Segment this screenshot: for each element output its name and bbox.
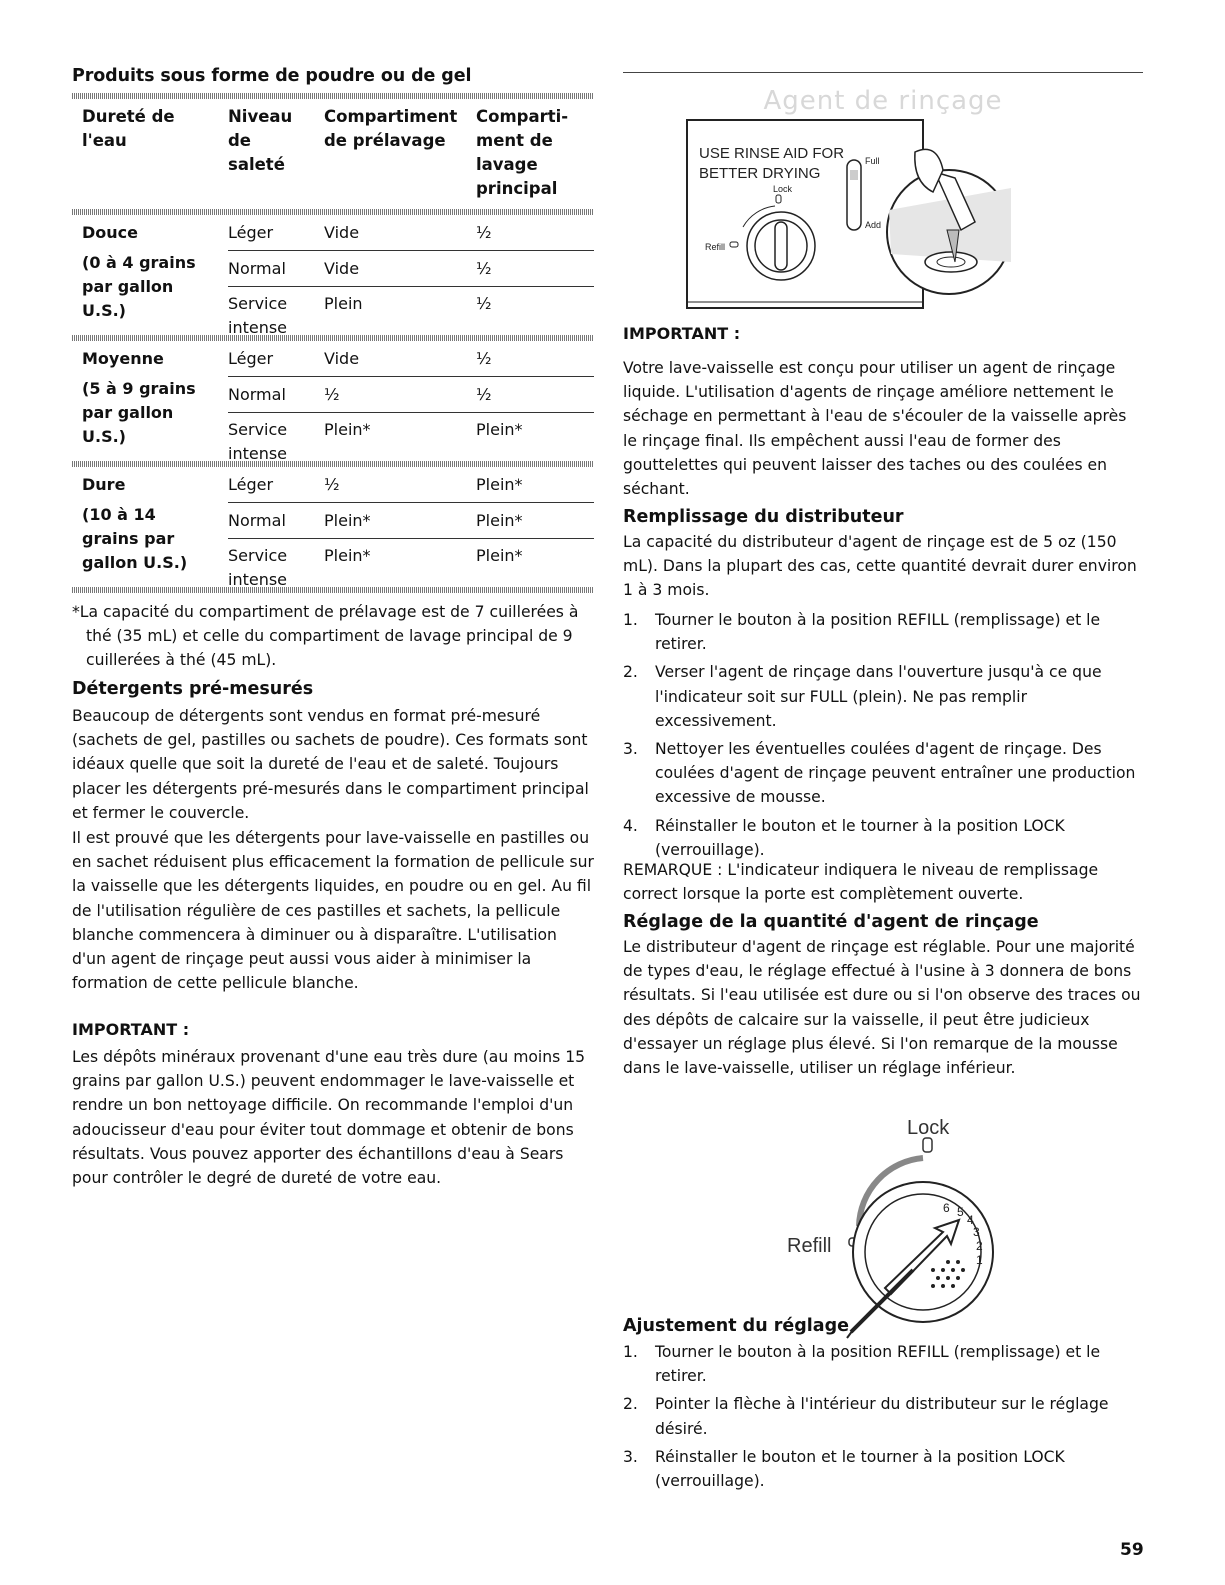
section-title: Agent de rinçage	[763, 86, 1003, 116]
rinse-aid-dispenser-illustration	[685, 112, 1011, 312]
group-label: Moyenne	[82, 349, 164, 368]
fill-dispenser-title: Remplissage du distributeur	[623, 507, 904, 527]
group-range: (0 à 4 grains par gallon U.S.)	[82, 253, 196, 320]
list-item: 1. Tourner le bouton à la position REFILL (remplissage) et le retirer.	[623, 1343, 1101, 1386]
scale-tick-1: 1	[976, 1253, 983, 1267]
important-text-right: Votre lave-vaisselle est conçu pour utiliser un agent de rinçage liquide. L'utilisation d'agents de rinçage améliore nettement le séchage en permettant à l'eau de s'écouler de la vaisselle après le rinçage final. Ils empêchent aussi l'eau de former des gouttelettes qui peuvent laisser des taches ou des coulées en séchant.	[623, 359, 1127, 499]
list-item: 4. Réinstaller le bouton et le tourner à la position LOCK (verrouillage).	[623, 816, 1065, 859]
header-prewash: Compartiment de prélavage	[324, 107, 458, 150]
list-item: 3. Nettoyer les éventuelles coulées d'agent de rinçage. Des coulées d'agent de rinçage peuvent entraîner une production excessive de mousse.	[623, 740, 1136, 807]
illus-label-line1: USE RINSE AID FOR	[699, 145, 845, 162]
header-soil-level: Niveau de saleté	[228, 107, 293, 174]
table-row: Service intense Plein* Plein*	[228, 420, 523, 463]
list-item: 1. Tourner le bouton à la position REFILL (remplissage) et le retirer.	[623, 611, 1101, 654]
illus-full-label: Full	[865, 156, 880, 166]
fill-steps-list	[623, 608, 1143, 866]
scale-tick-2: 2	[976, 1239, 983, 1253]
list-item: 2. Verser l'agent de rinçage dans l'ouverture jusqu'à ce que l'indicateur soit sur FULL (plein). Ne pas remplir excessivement.	[623, 663, 1102, 730]
table-row: Douce (0 à 4 grains par gallon U.S.) Léger Vide ½	[72, 215, 594, 251]
knob-refill-label: Refill	[787, 1235, 832, 1257]
important-title-right: IMPORTANT :	[623, 324, 741, 343]
list-item: 3. Réinstaller le bouton et le tourner à la position LOCK (verrouillage).	[623, 1447, 1065, 1491]
illus-add-label: Add	[865, 220, 882, 230]
scale-tick-5: 5	[957, 1205, 964, 1219]
illus-refill-label: Refill	[705, 242, 726, 252]
scale-tick-4: 4	[967, 1213, 974, 1227]
table-row: Service intense Plein ½	[228, 294, 492, 337]
remark-text: REMARQUE : L'indicateur indiquera le niveau de remplissage correct lorsque la porte est complètement ouverte.	[623, 861, 1099, 904]
knob-lock-label: Lock	[907, 1117, 950, 1139]
table-row: Moyenne (5 à 9 grains par gallon U.S.) Léger Vide ½	[72, 341, 594, 377]
adjust-knob-illustration	[773, 1110, 1003, 1340]
header-hardness: Dureté de l'eau	[82, 107, 175, 150]
header-main-wash: Comparti- ment de lavage principal	[476, 107, 569, 198]
table-title: Produits sous forme de poudre ou de gel	[72, 66, 472, 86]
illus-label-line2: BETTER DRYING	[699, 165, 821, 182]
group-range: (10 à 14 grains par gallon U.S.)	[82, 505, 188, 572]
group-label: Douce	[82, 223, 138, 242]
scale-tick-6: 6	[943, 1201, 950, 1215]
illus-lock-label: Lock	[773, 184, 793, 194]
premeasured-paragraph-2: Il est prouvé que les détergents pour lave-vaisselle en pastilles ou en sachet réduisent plus efficacement la formation de pellicule sur la vaisselle que les détergents liquides, en poudre ou en gel. Au fil de l'utilisation régulière de ces pastilles et sachets, la pellicule blanche commencera à diminuer ou à disparaître. L'utilisation d'un agent de rinçage peut aussi vous aider à minimiser la formation de cette pellicule blanche.	[72, 829, 594, 993]
setting-title: Ajustement du réglage	[623, 1316, 849, 1336]
table-row: Dure (10 à 14 grains par gallon U.S.) Léger ½ Plein*	[72, 467, 594, 503]
setting-steps-list	[623, 1340, 1143, 1497]
table-footnote: *La capacité du compartiment de prélavage est de 7 cuillerées à thé (35 mL) et celle du compartiment de lavage principal de 9 cuillerées à thé (45 mL).	[72, 603, 579, 670]
premeasured-title: Détergents pré-mesurés	[72, 679, 314, 699]
page-number: 59	[1120, 1540, 1144, 1560]
scale-tick-3: 3	[973, 1225, 980, 1239]
premeasured-paragraph-1: Beaucoup de détergents sont vendus en format pré-mesuré (sachets de gel, pastilles ou sachets de poudre). Ces formats sont idéaux quelle que soit la dureté de l'eau et de saleté. Toujours placer les détergents pré-mesurés dans le compartiment principal et fermer le couvercle.	[72, 707, 589, 822]
section-divider	[623, 72, 1143, 73]
table-header-row	[72, 99, 594, 209]
group-range: (5 à 9 grains par gallon U.S.)	[82, 379, 196, 446]
fill-dispenser-text: La capacité du distributeur d'agent de rinçage est de 5 oz (150 mL). Dans la plupart des cas, cette quantité devrait durer environ 1 à 3 mois.	[623, 533, 1137, 600]
table-row: Service intense Plein* Plein*	[228, 546, 523, 589]
adjust-text: Le distributeur d'agent de rinçage est réglable. Pour une majorité de types d'eau, le réglage effectué à l'usine à 3 donnera de bons résultats. Si l'eau utilisée est dure ou si l'on observe des traces ou des dépôts de calcaire sur la vaisselle, il peut être judicieux d'essayer un réglage plus élevé. Si l'on remarque de la mousse dans le lave-vaisselle, utiliser un réglage inférieur.	[623, 938, 1141, 1078]
table-row: Normal ½ ½	[72, 377, 594, 413]
adjust-title: Réglage de la quantité d'agent de rinçage	[623, 912, 1039, 932]
detergent-table	[72, 93, 594, 593]
important-title-left: IMPORTANT :	[72, 1020, 190, 1039]
table-row: Normal Vide ½	[72, 251, 594, 287]
important-text-left: Les dépôts minéraux provenant d'une eau très dure (au moins 15 grains par gallon U.S.) peuvent endommager le lave-vaisselle et rendre un bon nettoyage difficile. On recommande l'emploi d'un adoucisseur d'eau pour éviter tout dommage et obtenir de bons résultats. Vous pouvez apporter des échantillons d'eau à Sears pour contrôler le degré de dureté de votre eau.	[72, 1048, 586, 1188]
table-row: Normal Plein* Plein*	[72, 503, 594, 539]
list-item: 2. Pointer la flèche à l'intérieur du distributeur sur le réglage désiré.	[623, 1395, 1109, 1438]
group-label: Dure	[82, 475, 126, 494]
